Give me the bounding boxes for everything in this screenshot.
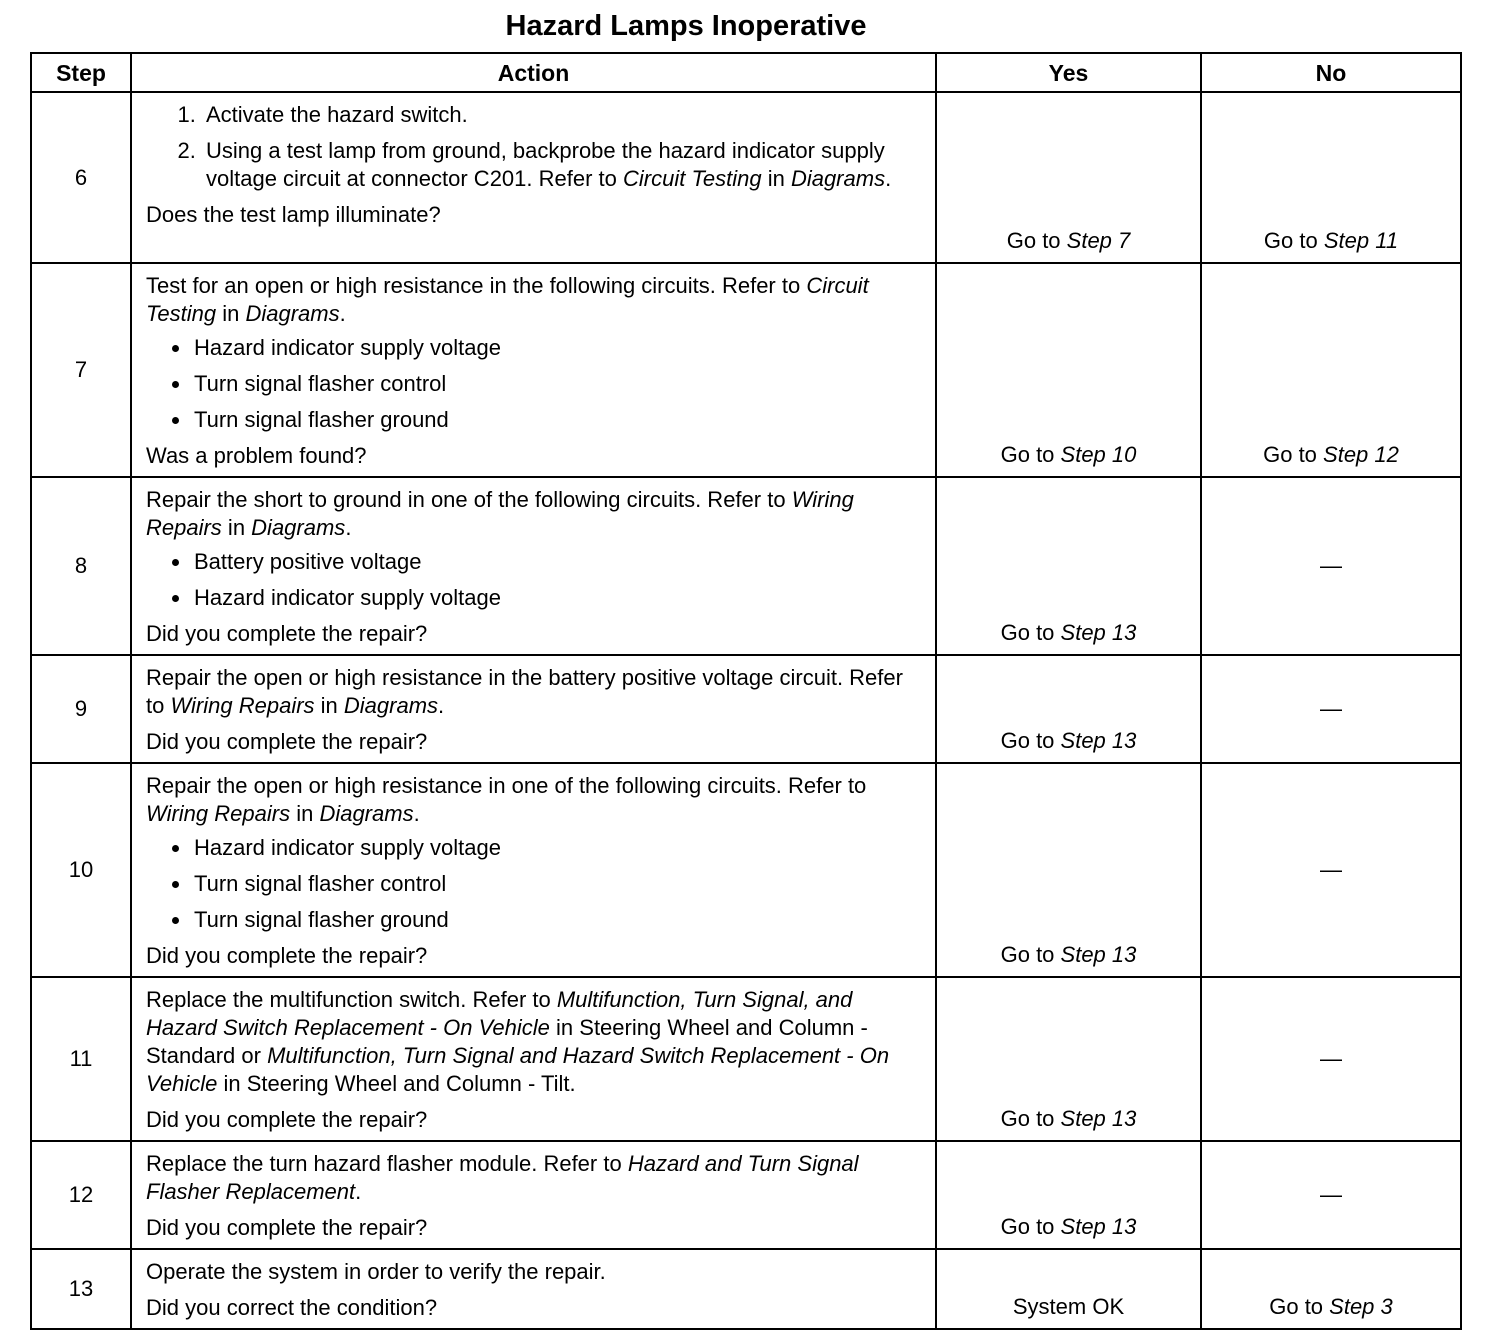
yes-result: Go to Step 7 — [936, 92, 1201, 263]
action-cell — [131, 1141, 936, 1249]
table-row — [31, 763, 1461, 977]
header-step: Step — [31, 53, 131, 92]
no-result-dash: — — [1201, 1141, 1461, 1249]
italic-ref: Multifunction, Turn Signal, and Hazard Switch Replacement - On Vehicle — [146, 987, 853, 1040]
bullet-item: • Turn signal flasher ground — [192, 906, 925, 934]
step-number: 9 — [31, 655, 131, 763]
numbered-item: 1. Activate the hazard switch. — [202, 101, 925, 129]
bullet-item: • Turn signal flasher control — [192, 870, 925, 898]
italic-ref: Diagrams — [319, 801, 414, 826]
italic-ref: Circuit Testing — [623, 166, 762, 191]
diagnostic-table — [30, 52, 1462, 1330]
italic-ref: Wiring Repairs — [146, 487, 854, 540]
action-question: Does the test lamp illuminate? — [146, 202, 441, 227]
action-text: Repair the short to ground in one of the following circuits. Refer to Wiring Repairs in Diagrams. — [146, 487, 854, 540]
bullet-item: • Hazard indicator supply voltage — [192, 584, 925, 612]
action-question: Did you complete the repair? — [146, 1107, 428, 1132]
numbered-item: 2. Using a test lamp from ground, backprobe the hazard indicator supply voltage circuit at connector C201. Refer to Circuit Testing in Diagrams. — [202, 137, 925, 193]
header-no: No — [1201, 53, 1461, 92]
table-row — [31, 263, 1461, 477]
action-question: Did you complete the repair? — [146, 1215, 428, 1240]
step-number: 13 — [31, 1249, 131, 1329]
action-text: Replace the multifunction switch. Refer to Multifunction, Turn Signal, and Hazard Switch Replacement - On Vehicle in Steering Wheel and Column - Standard or Multifunction, Turn Signal and Hazard Switch Replacement - On Vehicle in Steering Wheel and Column - Tilt. — [146, 987, 890, 1096]
step-number: 12 — [31, 1141, 131, 1249]
action-cell — [131, 977, 936, 1141]
table-row — [31, 1141, 1461, 1249]
action-cell — [131, 477, 936, 655]
italic-ref: Step 13 — [1060, 620, 1137, 645]
header-row — [31, 53, 1461, 92]
action-question: Did you complete the repair? — [146, 729, 428, 754]
action-cell — [131, 92, 936, 263]
action-cell — [131, 263, 936, 477]
yes-result: Go to Step 13 — [936, 655, 1201, 763]
no-result-dash: — — [1201, 655, 1461, 763]
italic-ref: Step 13 — [1060, 728, 1137, 753]
yes-result: Go to Step 13 — [936, 1141, 1201, 1249]
bullet-list — [146, 334, 925, 434]
italic-ref: Step 12 — [1323, 442, 1399, 467]
table-row — [31, 477, 1461, 655]
italic-ref: Multifunction, Turn Signal and Hazard Switch Replacement - On Vehicle — [146, 1043, 890, 1096]
yes-result: Go to Step 13 — [936, 763, 1201, 977]
bullet-item: • Turn signal flasher control — [192, 370, 925, 398]
table-row — [31, 655, 1461, 763]
italic-ref: Step 13 — [1060, 942, 1137, 967]
bullet-list — [146, 548, 925, 612]
bullet-list — [146, 834, 925, 934]
italic-ref: Step 7 — [1066, 228, 1131, 253]
table-row — [31, 977, 1461, 1141]
yes-result: Go to Step 13 — [936, 477, 1201, 655]
action-text: Repair the open or high resistance in one of the following circuits. Refer to Wiring Repairs in Diagrams. — [146, 773, 867, 826]
no-result-dash: — — [1201, 477, 1461, 655]
italic-ref: Hazard and Turn Signal Flasher Replacement — [146, 1151, 859, 1204]
italic-ref: Wiring Repairs — [146, 801, 291, 826]
no-result-dash: — — [1201, 977, 1461, 1141]
step-number: 11 — [31, 977, 131, 1141]
no-result-dash: — — [1201, 763, 1461, 977]
italic-ref: Step 10 — [1060, 442, 1137, 467]
no-result: Go to Step 11 — [1201, 92, 1461, 263]
action-text: Replace the turn hazard flasher module. Refer to Hazard and Turn Signal Flasher Replacement. — [146, 1151, 859, 1204]
bullet-item: • Battery positive voltage — [192, 548, 925, 576]
action-cell — [131, 763, 936, 977]
no-result: Go to Step 12 — [1201, 263, 1461, 477]
italic-ref: Step 3 — [1329, 1294, 1393, 1319]
header-yes: Yes — [936, 53, 1201, 92]
yes-result: System OK — [936, 1249, 1201, 1329]
table-body — [31, 92, 1461, 1329]
action-cell — [131, 655, 936, 763]
step-number: 7 — [31, 263, 131, 477]
bullet-item: • Turn signal flasher ground — [192, 406, 925, 434]
italic-ref: Wiring Repairs — [170, 693, 315, 718]
italic-ref: Step 13 — [1060, 1214, 1137, 1239]
yes-result: Go to Step 10 — [936, 263, 1201, 477]
action-question: Did you complete the repair? — [146, 621, 428, 646]
action-question: Did you complete the repair? — [146, 943, 428, 968]
table-row — [31, 1249, 1461, 1329]
action-question: Was a problem found? — [146, 443, 367, 468]
italic-ref: Step 11 — [1323, 228, 1399, 253]
italic-ref: Diagrams — [251, 515, 346, 540]
table-row — [31, 92, 1461, 263]
yes-result: Go to Step 13 — [936, 977, 1201, 1141]
italic-ref: Diagrams — [790, 166, 886, 191]
step-number: 6 — [31, 92, 131, 263]
page-title: Hazard Lamps Inoperative — [505, 10, 867, 42]
action-cell — [131, 1249, 936, 1329]
step-number: 10 — [31, 763, 131, 977]
bullet-item: • Hazard indicator supply voltage — [192, 834, 925, 862]
italic-ref: Diagrams — [343, 693, 439, 718]
action-text: Repair the open or high resistance in the battery positive voltage circuit. Refer to Wiring Repairs in Diagrams. — [146, 665, 903, 718]
action-text: Test for an open or high resistance in the following circuits. Refer to Circuit Testing in Diagrams. — [146, 273, 869, 326]
no-result: Go to Step 3 — [1201, 1249, 1461, 1329]
numbered-list — [146, 101, 925, 193]
italic-ref: Circuit Testing — [146, 273, 869, 326]
step-number: 8 — [31, 477, 131, 655]
action-question: Did you correct the condition? — [146, 1295, 438, 1320]
header-action: Action — [131, 53, 936, 92]
bullet-item: • Hazard indicator supply voltage — [192, 334, 925, 362]
italic-ref: Step 13 — [1060, 1106, 1137, 1131]
action-text: Operate the system in order to verify the repair. — [146, 1259, 606, 1284]
italic-ref: Diagrams — [245, 301, 340, 326]
